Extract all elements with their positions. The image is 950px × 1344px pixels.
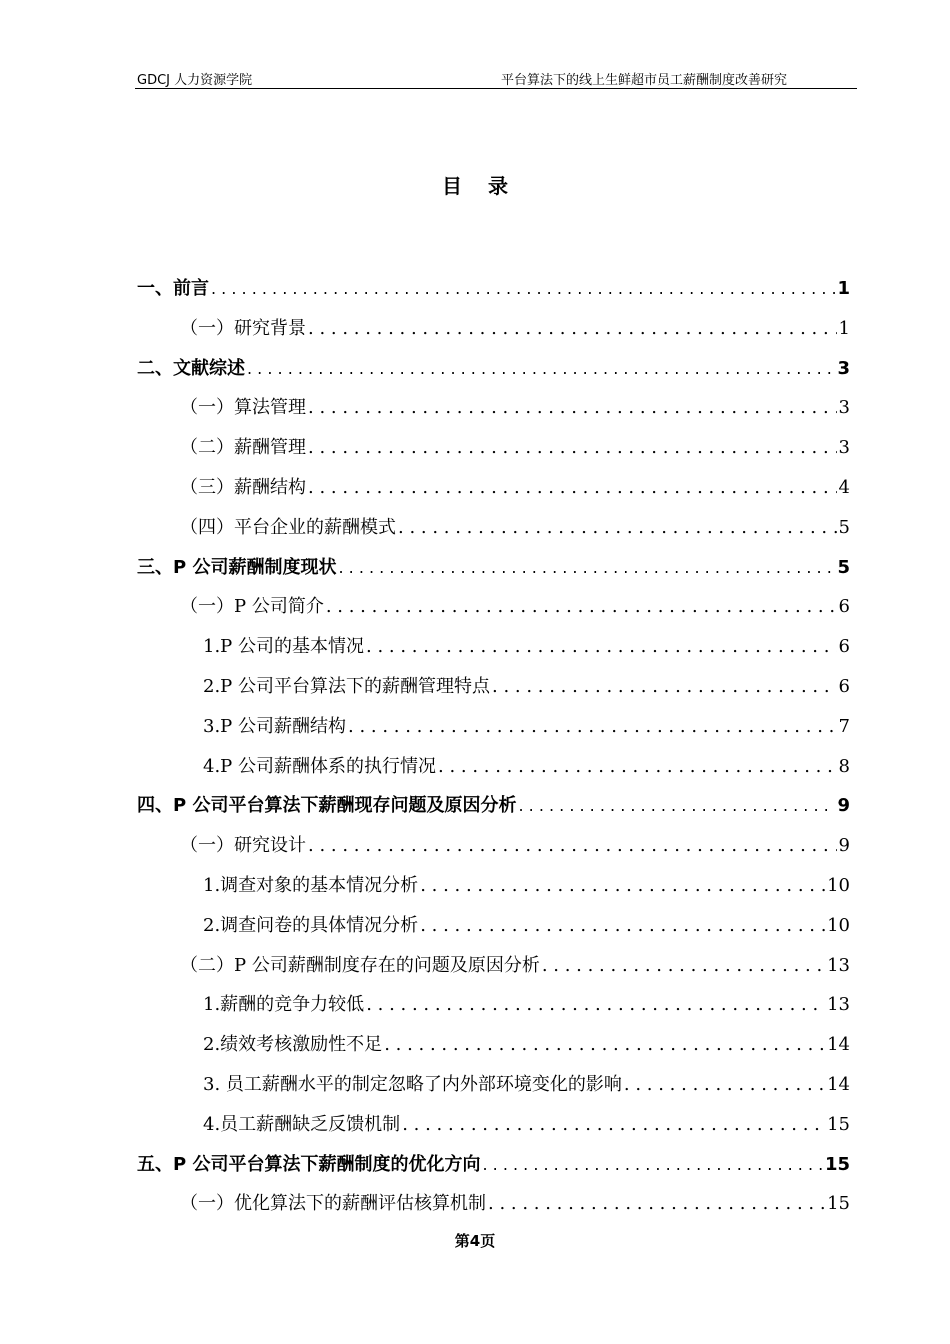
- toc-entry-label: 2.P 公司平台算法下的薪酬管理特点: [203, 675, 491, 697]
- toc-entry[interactable]: [137, 507, 850, 547]
- toc-entry-page: 7: [838, 715, 850, 737]
- toc-leader-dots: [308, 397, 837, 418]
- toc-entry[interactable]: [137, 945, 850, 985]
- toc-leader-dots: [420, 915, 825, 936]
- toc-entry-label: 3. 员工薪酬水平的制定忽略了内外部环境变化的影响: [203, 1073, 622, 1095]
- toc-leader-dots: [326, 596, 837, 617]
- toc-entry-label: 一、前言: [137, 278, 209, 299]
- toc-entry[interactable]: [137, 308, 850, 348]
- toc-entry[interactable]: [137, 1024, 850, 1064]
- toc-entry-label: （一）算法管理: [180, 397, 306, 419]
- toc-entry[interactable]: [137, 1064, 850, 1104]
- toc-leader-dots: [482, 1155, 822, 1174]
- toc-entry-page: 8: [838, 755, 850, 777]
- toc-leader-dots: [518, 796, 835, 815]
- toc-entry[interactable]: [137, 387, 850, 427]
- toc-entry-page: 6: [838, 636, 850, 658]
- toc-entry-page: 6: [838, 675, 850, 697]
- toc-entry-page: 3: [838, 397, 850, 419]
- toc-entry-page: 13: [827, 994, 850, 1016]
- toc-entry-label: 4.P 公司薪酬体系的执行情况: [203, 755, 437, 777]
- toc-entry[interactable]: [137, 825, 850, 865]
- toc-leader-dots: [366, 994, 825, 1015]
- toc-leader-dots: [247, 359, 835, 378]
- toc-entry-label: （一）P 公司简介: [180, 596, 324, 618]
- toc-entry-page: 14: [827, 1073, 850, 1095]
- toc-entry-label: 三、P 公司薪酬制度现状: [137, 556, 337, 578]
- header-left-text: GDCJ 人力资源学院: [137, 73, 253, 88]
- toc-entry-page: 6: [838, 596, 850, 618]
- toc-entry[interactable]: [137, 905, 850, 945]
- toc-leader-dots: [488, 1193, 825, 1214]
- toc-entry-page: 5: [837, 556, 850, 578]
- toc-entry[interactable]: [137, 746, 850, 786]
- toc-entry-label: 四、P 公司平台算法下薪酬现存问题及原因分析: [137, 795, 517, 817]
- toc-entry-label: 2.调查问卷的具体情况分析: [203, 914, 419, 936]
- toc-leader-dots: [624, 1074, 825, 1095]
- toc-entry-label: 1.薪酬的竞争力较低: [203, 994, 365, 1016]
- toc-entry-label: 1.P 公司的基本情况: [203, 636, 365, 658]
- toc-entry[interactable]: [137, 984, 850, 1024]
- toc-entry-page: 15: [824, 1153, 850, 1175]
- toc-entry-label: 二、文献综述: [137, 357, 245, 379]
- toc-leader-dots: [308, 318, 837, 339]
- toc-entry[interactable]: [137, 1104, 850, 1144]
- toc-entry[interactable]: [137, 547, 850, 587]
- toc-entry-label: 五、P 公司平台算法下薪酬制度的优化方向: [137, 1153, 481, 1175]
- toc-entry-page: 9: [837, 795, 850, 817]
- toc-entry-page: 10: [827, 874, 850, 896]
- toc-entry[interactable]: [137, 666, 850, 706]
- toc-entry[interactable]: [137, 586, 850, 626]
- toc-entry-page: 15: [827, 1113, 850, 1135]
- toc-leader-dots: [308, 477, 837, 498]
- toc-entry-page: 10: [827, 914, 850, 936]
- toc-entry-label: 4.员工薪酬缺乏反馈机制: [203, 1113, 401, 1135]
- toc-entry-label: 1.调查对象的基本情况分析: [203, 874, 419, 896]
- toc-leader-dots: [308, 437, 837, 458]
- header-right-text: 平台算法下的线上生鲜超市员工薪酬制度改善研究: [500, 73, 787, 88]
- toc-leader-dots: [308, 835, 837, 856]
- toc-entry[interactable]: [137, 706, 850, 746]
- table-of-contents: [137, 268, 850, 1223]
- toc-leader-dots: [211, 279, 835, 298]
- toc-leader-dots: [438, 756, 837, 777]
- toc-entry-page: 15: [827, 1193, 850, 1215]
- toc-leader-dots: [420, 875, 825, 896]
- toc-entry-page: 3: [838, 437, 850, 459]
- toc-entry-page: 5: [838, 516, 850, 538]
- toc-entry[interactable]: [137, 865, 850, 905]
- toc-leader-dots: [384, 1034, 825, 1055]
- toc-leader-dots: [348, 716, 837, 737]
- toc-leader-dots: [366, 636, 837, 657]
- toc-title: 目录: [442, 174, 534, 198]
- toc-entry-label: （二）P 公司薪酬制度存在的问题及原因分析: [180, 954, 540, 976]
- toc-entry-page: 13: [827, 954, 850, 976]
- toc-entry[interactable]: [137, 467, 850, 507]
- toc-entry[interactable]: [137, 348, 850, 388]
- toc-entry-label: （二）薪酬管理: [180, 437, 306, 459]
- toc-entry[interactable]: [137, 1144, 850, 1184]
- toc-entry[interactable]: [137, 1183, 850, 1223]
- toc-entry-page: 1: [837, 278, 850, 299]
- toc-entry-label: （一）研究背景: [180, 317, 306, 339]
- toc-leader-dots: [542, 955, 825, 976]
- toc-entry-label: 3.P 公司薪酬结构: [203, 715, 347, 737]
- toc-leader-dots: [398, 517, 837, 538]
- toc-entry[interactable]: [137, 427, 850, 467]
- toc-leader-dots: [492, 676, 837, 697]
- toc-leader-dots: [402, 1114, 825, 1135]
- toc-entry-label: （三）薪酬结构: [180, 476, 306, 498]
- toc-entry[interactable]: [137, 626, 850, 666]
- toc-entry[interactable]: [137, 268, 850, 308]
- page-header: [135, 66, 857, 89]
- toc-entry-page: 4: [838, 476, 850, 498]
- toc-entry-page: 9: [838, 835, 850, 857]
- toc-entry-page: 1: [838, 317, 850, 339]
- toc-entry-label: （一）研究设计: [180, 835, 306, 857]
- toc-entry-label: 2.绩效考核激励性不足: [203, 1034, 383, 1056]
- toc-entry-label: （一）优化算法下的薪酬评估核算机制: [180, 1193, 486, 1215]
- toc-entry-page: 3: [837, 357, 850, 379]
- toc-entry[interactable]: [137, 785, 850, 825]
- page-number: 第4页: [454, 1232, 496, 1250]
- toc-leader-dots: [338, 558, 835, 577]
- toc-entry-label: （四）平台企业的薪酬模式: [180, 516, 396, 538]
- toc-entry-page: 14: [827, 1034, 850, 1056]
